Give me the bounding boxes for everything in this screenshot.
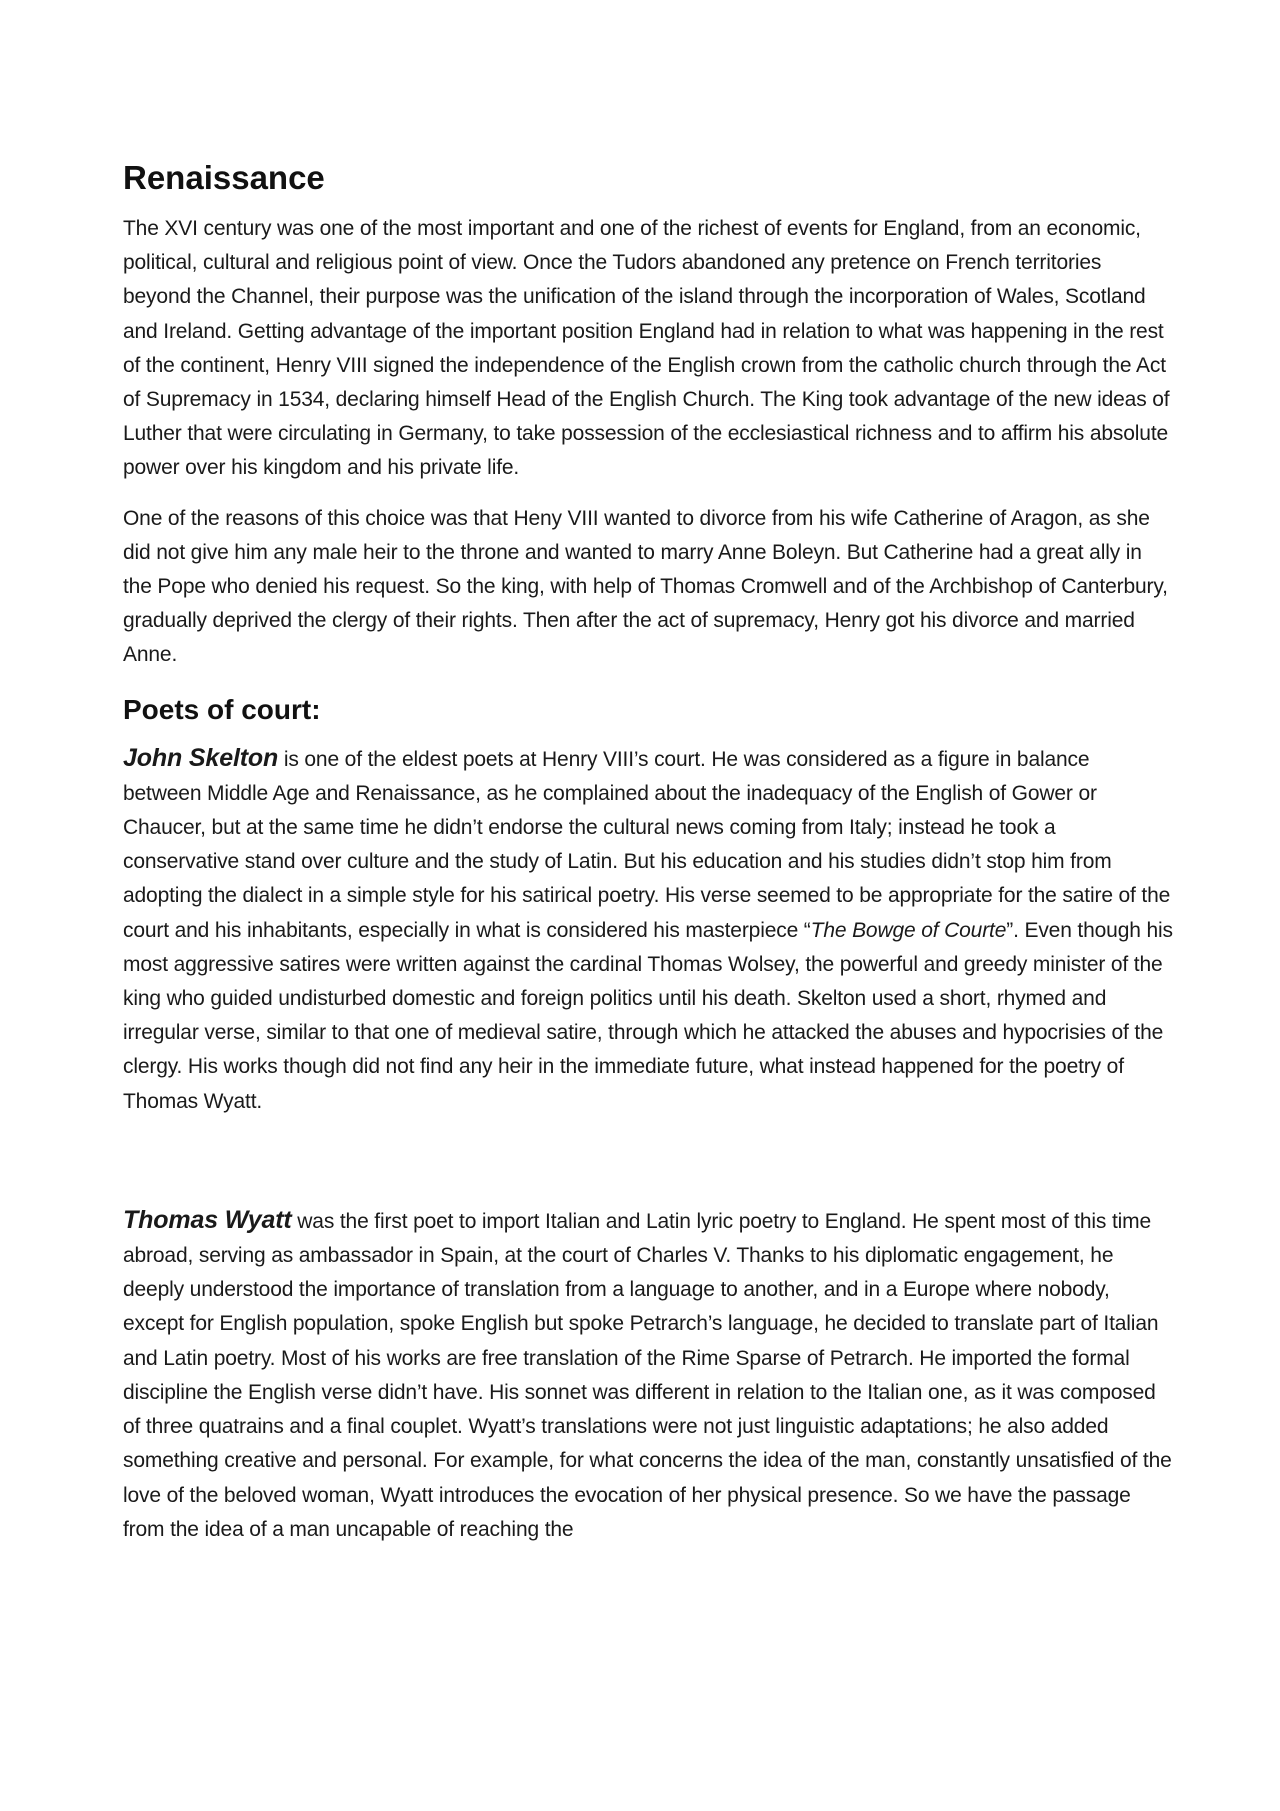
divorce-paragraph: One of the reasons of this choice was that Heny VIII wanted to divorce from his wife Catherine of Aragon, as she did not give him any male heir to the throne and wanted to marry Anne Boleyn. But Catherine had a great ally in the Pope who denied his request. So the king, with help of Thomas Cromwell and of the Archbishop of Canterbury, gradually deprived the clergy of their rights. Then after the act of supremacy, Henry got his divorce and married Anne.	[123, 506, 1168, 667]
poets-heading: Poets of court:	[123, 693, 321, 725]
skelton-paragraph	[123, 741, 1173, 1119]
skelton-work-title: The Bowge of Courte	[810, 918, 1007, 942]
skelton-text-part2: ”. Even though his most aggressive satires were written against the cardinal Thomas Wolsey, the powerful and greedy minister of the king who guided undisturbed domestic and foreign politics until his death. Skelton used a short, rhymed and irregular verse, similar to that one of medieval satire, through which he attacked the abuses and hypocrisies of the clergy. His works though did not find any heir in the immediate future, what instead happened for the poetry of Thomas Wyatt.	[123, 918, 1173, 1113]
skelton-name: John Skelton	[123, 743, 279, 772]
skelton-text-part1: is one of the eldest poets at Henry VIII’s court. He was considered as a figure in balance between Middle Age and Renaissance, as he complained about the inadequacy of the English of Gower or Chaucer, but at the same time he didn’t endorse the cultural news coming from Italy; instead he took a conservative stand over culture and the study of Latin. But his education and his studies didn’t stop him from adopting the dialect in a simple style for his satirical poetry. His verse seemed to be appropriate for the satire of the court and his inhabitants, especially in what is considered his masterpiece “	[123, 747, 1171, 942]
paragraph-gap	[123, 1135, 1173, 1203]
wyatt-paragraph	[123, 1203, 1173, 1547]
document-body	[123, 150, 1173, 1563]
wyatt-text: was the first poet to import Italian and Latin lyric poetry to England. He spent most of this time abroad, serving as ambassador in Spain, at the court of Charles V. Thanks to his diplomatic engagement, he deeply understood the importance of translation from a language to another, and in a Europe where nobody, except for English population, spoke English but spoke Petrarch’s language, he decided to translate part of Italian and Latin poetry. Most of his works are free translation of the Rime Sparse of Petrarch. He imported the formal discipline the English verse didn’t have. His sonnet was different in relation to the Italian one, as it was composed of three quatrains and a final couplet. Wyatt’s translations were not just linguistic adaptations; he also added something creative and personal. For example, for what concerns the idea of the man, constantly unsatisfied of the love of the beloved woman, Wyatt introduces the evocation of her physical presence. So we have the passage from the idea of a man uncapable of reaching the	[123, 1209, 1172, 1541]
wyatt-name: Thomas Wyatt	[123, 1205, 292, 1234]
intro-paragraph: The XVI century was one of the most important and one of the richest of events for England, from an economic, political, cultural and religious point of view. Once the Tudors abandoned any pretence on French territories beyond the Channel, their purpose was the unification of the island through the incorporation of Wales, Scotland and Ireland. Getting advantage of the important position England had in relation to what was happening in the rest of the continent, Henry VIII signed the independence of the English crown from the catholic church through the Act of Supremacy in 1534, declaring himself Head of the English Church. The King took advantage of the new ideas of Luther that were circulating in Germany, to take possession of the ecclesiastical richness and to affirm his absolute power over his kingdom and his private life.	[123, 217, 1170, 480]
page-title: Renaissance	[123, 159, 325, 196]
